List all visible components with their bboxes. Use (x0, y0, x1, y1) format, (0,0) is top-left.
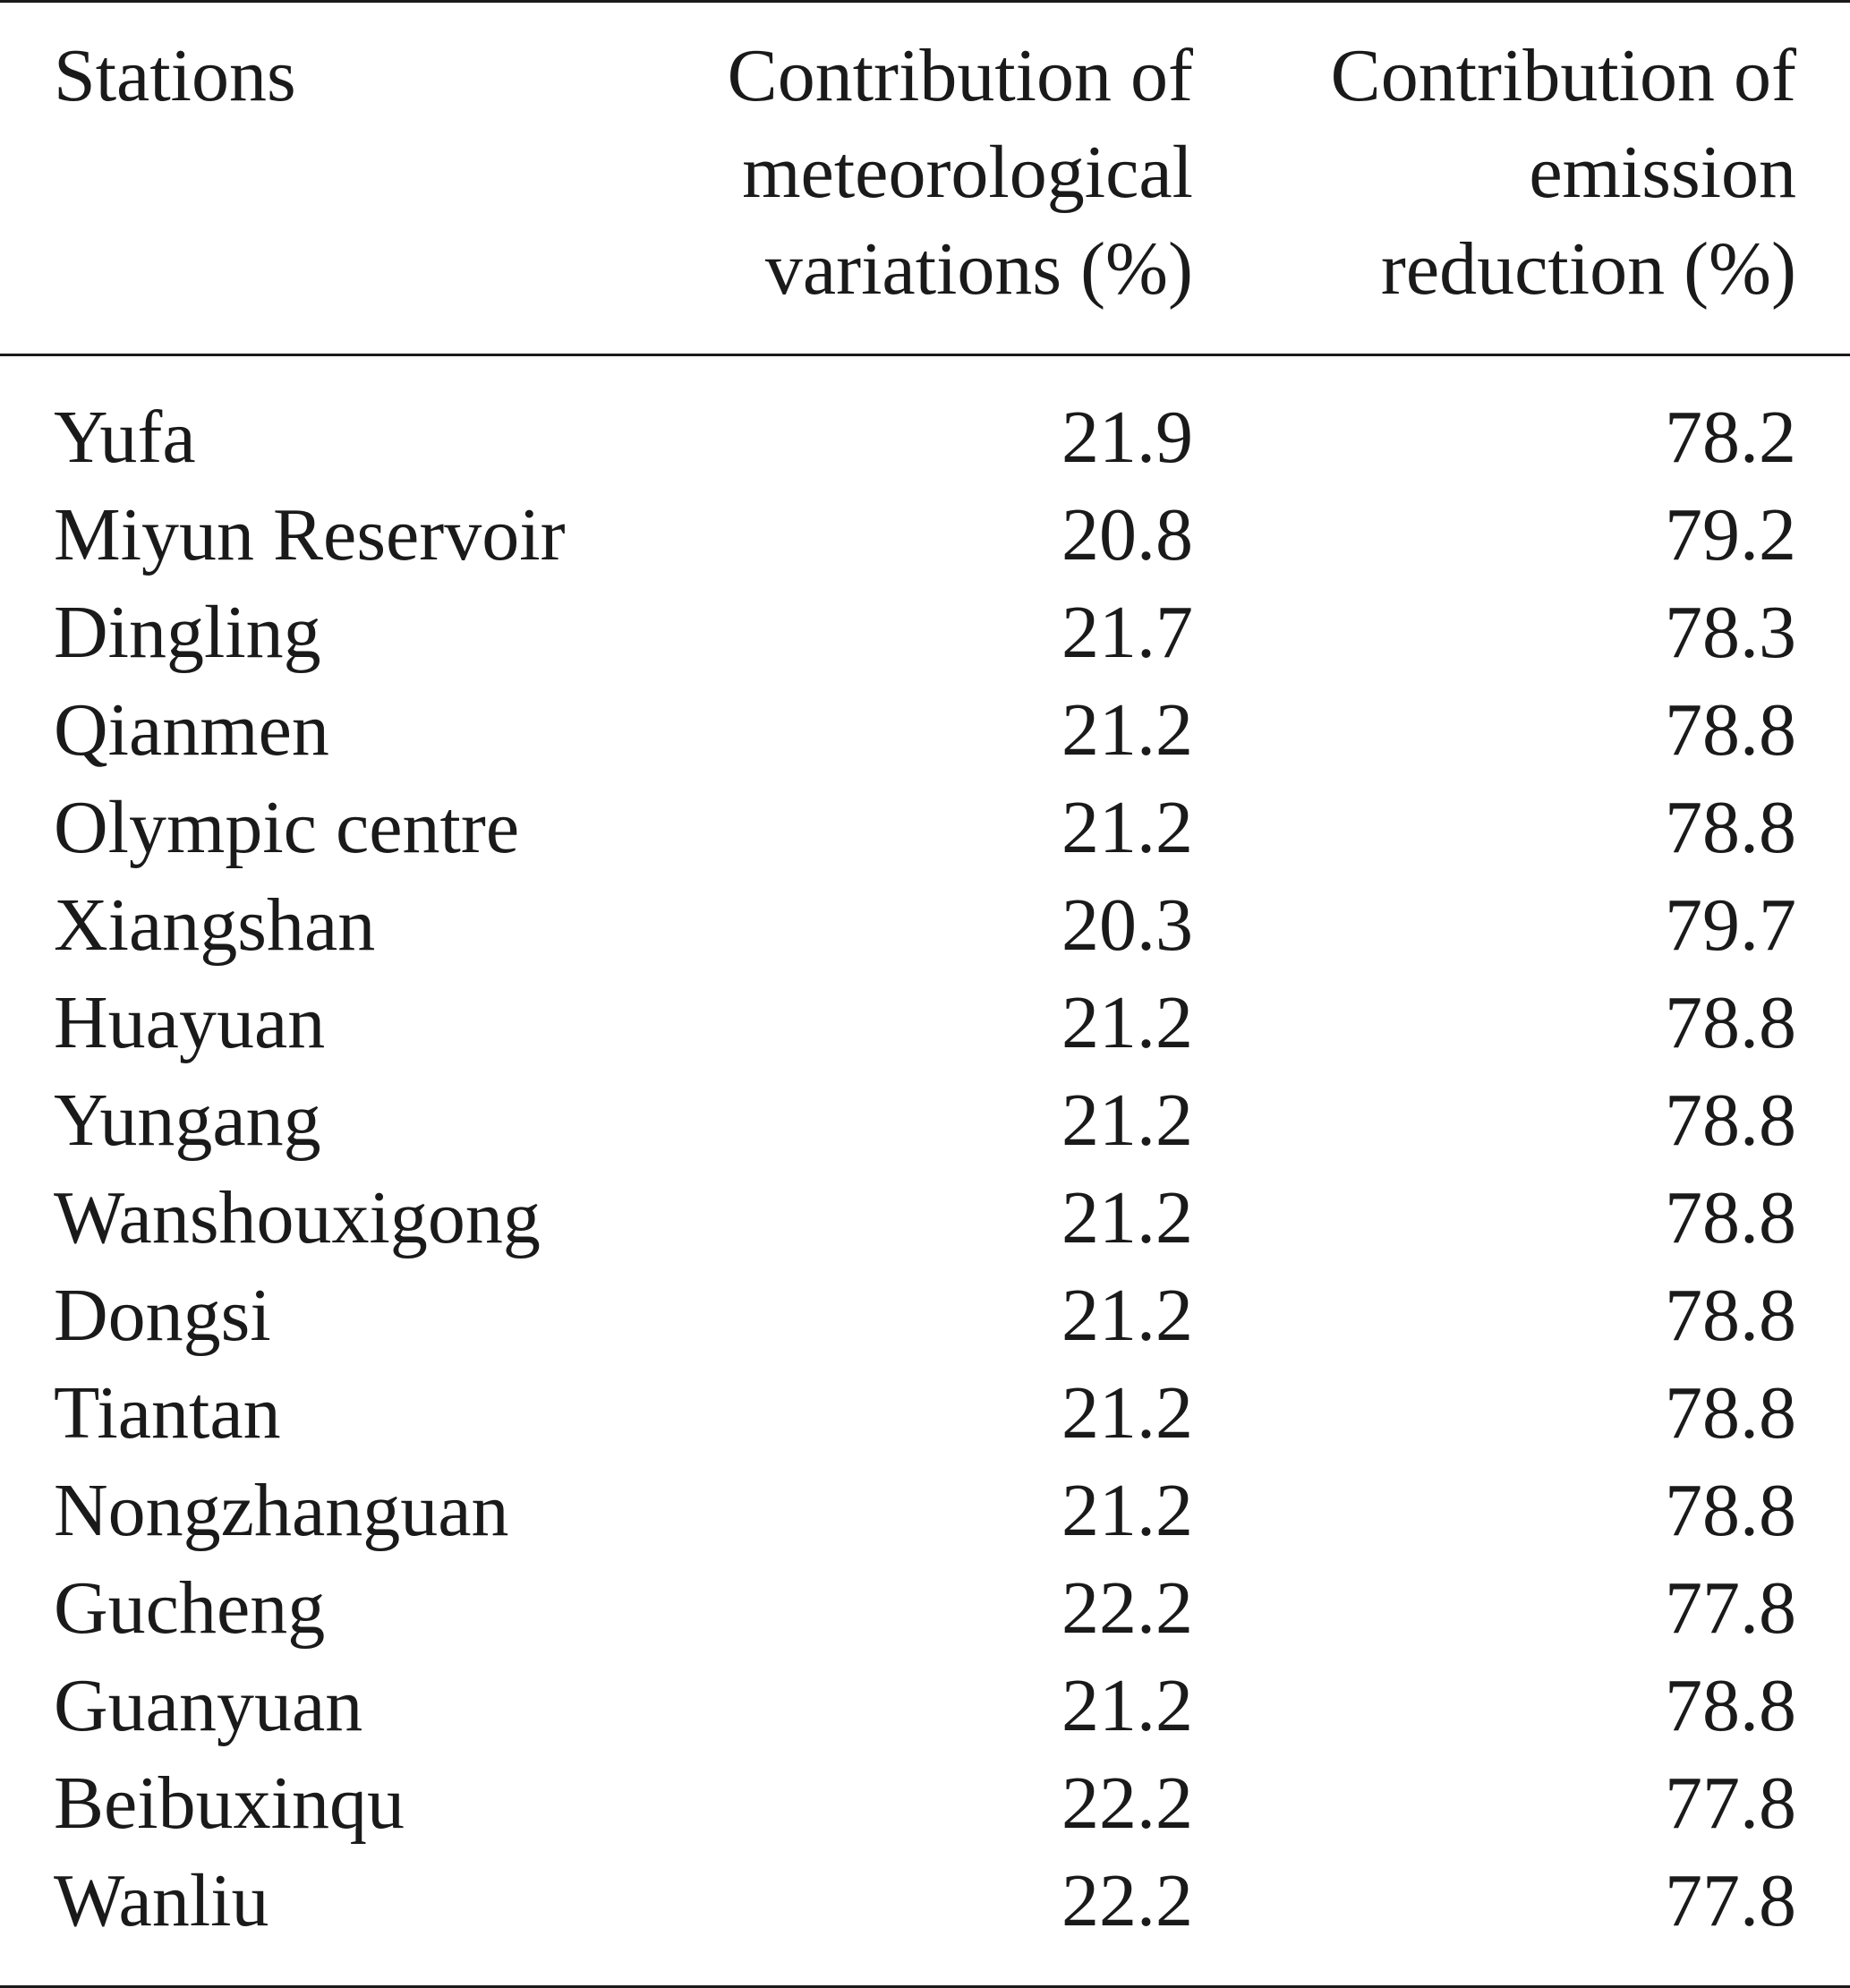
meteorological-cell: 20.3 (1061, 883, 1193, 967)
station-cell: Yufa (54, 396, 196, 479)
table-row (0, 584, 1850, 681)
header-emission-line-3: reduction (%) (1380, 227, 1796, 311)
table-row (0, 486, 1850, 584)
meteorological-cell: 21.9 (1061, 396, 1193, 479)
table-row (0, 974, 1850, 1071)
meteorological-cell: 22.2 (1061, 1762, 1193, 1845)
meteorological-cell: 21.2 (1061, 1371, 1193, 1455)
table-row (0, 1559, 1850, 1657)
emission-cell: 78.8 (1665, 1371, 1796, 1455)
station-cell: Qianmen (54, 688, 329, 772)
station-cell: Beibuxinqu (54, 1762, 405, 1845)
table-row (0, 1364, 1850, 1462)
emission-cell: 77.8 (1665, 1859, 1796, 1942)
header-emission-line-1: Contribution of (1330, 34, 1796, 117)
table-row (0, 1852, 1850, 1987)
meteorological-cell: 21.2 (1061, 1274, 1193, 1357)
emission-cell: 77.8 (1665, 1762, 1796, 1845)
table-header (0, 2, 1850, 355)
station-cell: Huayuan (54, 981, 326, 1064)
station-cell: Wanshouxigong (54, 1176, 541, 1259)
table-row (0, 1071, 1850, 1169)
emission-cell: 78.8 (1665, 688, 1796, 772)
table-row (0, 1462, 1850, 1559)
header-emission-line-2: emission (1529, 131, 1796, 214)
table-row (0, 1267, 1850, 1364)
station-cell: Yungang (54, 1079, 321, 1162)
emission-cell: 78.8 (1665, 1469, 1796, 1552)
header-stations (0, 2, 653, 355)
meteorological-cell: 21.2 (1061, 786, 1193, 869)
station-cell: Tiantan (54, 1371, 281, 1455)
header-emission (1193, 2, 1850, 355)
station-cell: Guanyuan (54, 1664, 363, 1747)
emission-cell: 77.8 (1665, 1566, 1796, 1650)
emission-cell: 78.2 (1665, 396, 1796, 479)
table-row (0, 1169, 1850, 1267)
header-stations-label: Stations (54, 34, 296, 117)
meteorological-cell: 21.2 (1061, 1079, 1193, 1162)
table-row (0, 1754, 1850, 1852)
table-body (0, 355, 1850, 1987)
meteorological-cell: 21.2 (1061, 688, 1193, 772)
table-row (0, 1657, 1850, 1754)
emission-cell: 79.7 (1665, 883, 1796, 967)
meteorological-cell: 21.2 (1061, 1469, 1193, 1552)
meteorological-cell: 21.2 (1061, 981, 1193, 1064)
emission-cell: 78.8 (1665, 1176, 1796, 1259)
emission-cell: 78.8 (1665, 1274, 1796, 1357)
station-cell: Gucheng (54, 1566, 326, 1650)
table-row (0, 681, 1850, 779)
station-cell: Dongsi (54, 1274, 271, 1357)
emission-cell: 78.8 (1665, 1664, 1796, 1747)
table-row (0, 355, 1850, 487)
header-meteorological-line-1: Contribution of (727, 34, 1193, 117)
table-row (0, 876, 1850, 974)
meteorological-cell: 21.2 (1061, 1176, 1193, 1259)
header-meteorological-line-2: meteorological (742, 131, 1193, 214)
emission-cell: 78.3 (1665, 591, 1796, 674)
emission-cell: 78.8 (1665, 786, 1796, 869)
emission-cell: 78.8 (1665, 1079, 1796, 1162)
station-cell: Xiangshan (54, 883, 376, 967)
meteorological-cell: 21.2 (1061, 1664, 1193, 1747)
header-meteorological (653, 2, 1193, 355)
meteorological-cell: 22.2 (1061, 1566, 1193, 1650)
station-cell: Olympic centre (54, 786, 520, 869)
meteorological-cell: 20.8 (1061, 493, 1193, 576)
emission-cell: 79.2 (1665, 493, 1796, 576)
station-cell: Nongzhanguan (54, 1469, 509, 1552)
meteorological-cell: 22.2 (1061, 1859, 1193, 1942)
header-row (0, 2, 1850, 355)
station-cell: Dingling (54, 591, 321, 674)
header-meteorological-line-3: variations (%) (764, 227, 1193, 311)
emission-cell: 78.8 (1665, 981, 1796, 1064)
meteorological-cell: 21.7 (1061, 591, 1193, 674)
station-cell: Wanliu (54, 1859, 269, 1942)
station-cell: Miyun Reservoir (54, 493, 566, 576)
table-row (0, 779, 1850, 876)
